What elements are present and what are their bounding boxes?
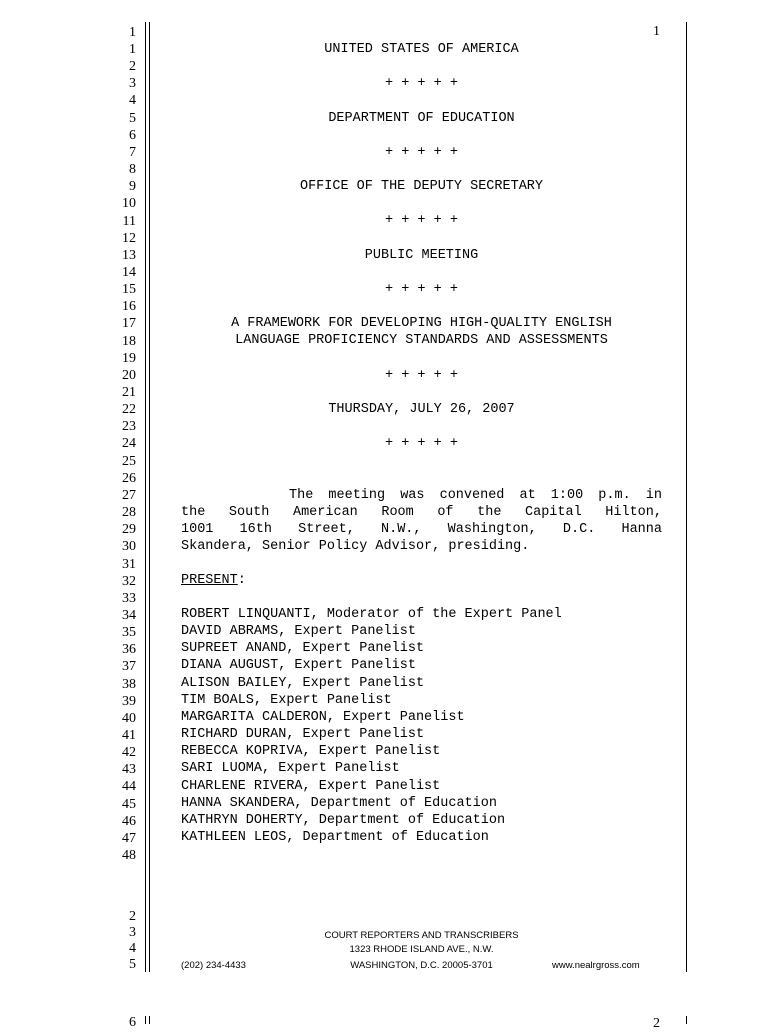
attendee-line: DAVID ABRAMS, Expert Panelist: [181, 624, 416, 640]
line-number: 34: [122, 607, 136, 623]
attendee-line: RICHARD DURAN, Expert Panelist: [181, 727, 425, 743]
line-number: 29: [122, 522, 136, 538]
present-label: [181, 572, 662, 589]
line-number: 30: [122, 539, 136, 555]
next-page-line-number: 6: [129, 1015, 136, 1030]
line-number: 12: [122, 230, 136, 246]
line-number: 14: [122, 264, 136, 280]
attendee-line: TIM BOALS, Expert Panelist: [181, 692, 392, 708]
footer-line-number: 2: [129, 909, 136, 924]
separator: + + + + +: [385, 436, 458, 451]
next-page-left-rule-outer: [145, 1016, 146, 1024]
line-number: 32: [122, 573, 136, 589]
line-number: 7: [129, 144, 136, 160]
line-number: 35: [122, 625, 136, 641]
line-number: 40: [122, 710, 136, 726]
line-number: 27: [122, 487, 136, 503]
attendee-line: REBECCA KOPRIVA, Expert Panelist: [181, 744, 441, 760]
line-number: 43: [122, 762, 136, 778]
line-number: 1: [129, 25, 136, 40]
attendee-line: ROBERT LINQUANTI, Moderator of the Expert Panel: [181, 607, 562, 622]
line-number: 25: [122, 453, 136, 469]
intro-line-3: 1001 16th Street, N.W., Washington, D.C. Hanna: [181, 522, 662, 537]
line-number: 18: [122, 333, 136, 349]
separator: + + + + +: [385, 145, 458, 160]
footer-city: WASHINGTON, D.C. 20005-3701: [350, 960, 493, 971]
separator: + + + + +: [385, 368, 458, 383]
footer-website[interactable]: www.nealrgross.com: [552, 960, 640, 971]
next-page-left-rule-inner: [149, 1016, 150, 1024]
footer-company: COURT REPORTERS AND TRANSCRIBERS: [324, 930, 519, 941]
line-number: 28: [122, 505, 136, 521]
line-number: 20: [122, 367, 136, 383]
line-number: 9: [129, 179, 136, 195]
attendee-line: KATHLEEN LEOS, Department of Education: [181, 829, 489, 845]
line-number: 19: [122, 350, 136, 366]
attendee-line: ALISON BAILEY, Expert Panelist: [181, 675, 425, 691]
line-number: 22: [122, 402, 136, 418]
line-number: 36: [122, 642, 136, 658]
right-margin-rule: [686, 22, 687, 972]
line-number: 47: [122, 830, 136, 846]
line-number: 3: [129, 76, 136, 92]
next-page-number: 2: [653, 1016, 660, 1031]
line-number: 23: [122, 419, 136, 435]
framework-line-1: A FRAMEWORK FOR DEVELOPING HIGH-QUALITY ENGLISH: [231, 316, 612, 331]
line-number: 26: [122, 470, 136, 486]
line-number: 16: [122, 299, 136, 315]
attendee-line: SARI LUOMA, Expert Panelist: [181, 761, 400, 777]
line-number: 13: [122, 247, 136, 263]
office-line: OFFICE OF THE DEPUTY SECRETARY: [299, 179, 544, 194]
line-number: 46: [122, 813, 136, 829]
page-number: 1: [653, 24, 660, 39]
attendee-line: HANNA SKANDERA, Department of Education: [181, 795, 497, 811]
left-margin-rule-inner: [149, 22, 150, 972]
event-line: PUBLIC MEETING: [364, 248, 479, 263]
line-number: 31: [122, 556, 136, 572]
attendee-line: KATHRYN DOHERTY, Department of Education: [181, 812, 506, 828]
department-line: DEPARTMENT OF EDUCATION: [328, 111, 515, 126]
line-number: 8: [129, 162, 136, 178]
present-colon: :: [237, 573, 246, 588]
line-number: 24: [122, 436, 136, 452]
separator: + + + + +: [385, 282, 458, 297]
line-number: 17: [122, 316, 136, 332]
intro-line-4: Skandera, Senior Policy Advisor, presiding.: [181, 539, 530, 554]
framework-line-2: LANGUAGE PROFICIENCY STANDARDS AND ASSESSMENTS: [235, 333, 608, 348]
next-page-right-rule: [686, 1016, 687, 1024]
footer-line-number: 4: [129, 941, 136, 956]
line-number: 11: [122, 213, 136, 229]
separator: + + + + +: [385, 76, 458, 91]
line-number: 42: [122, 745, 136, 761]
footer-line-number: 3: [129, 925, 136, 940]
line-number: 39: [122, 693, 136, 709]
line-number: 41: [122, 728, 136, 743]
line-number: 44: [122, 779, 136, 795]
attendee-line: CHARLENE RIVERA, Expert Panelist: [181, 778, 441, 794]
line-number: 4: [129, 93, 136, 109]
line-number: 2: [129, 59, 136, 75]
attendee-line: SUPREET ANAND, Expert Panelist: [181, 641, 425, 657]
date-line: THURSDAY, JULY 26, 2007: [328, 402, 515, 417]
footer-phone: (202) 234-4433: [181, 960, 246, 971]
line-number: 6: [129, 127, 136, 143]
separator: + + + + +: [385, 213, 458, 228]
line-number: 48: [122, 848, 136, 864]
line-number: 45: [122, 796, 136, 812]
intro-line-2: the South American Room of the Capital Hilton,: [181, 505, 662, 520]
footer-line-number: 5: [129, 957, 136, 972]
line-number: 21: [122, 385, 136, 400]
line-number: 1: [129, 42, 136, 57]
footer-address: 1323 RHODE ISLAND AVE., N.W.: [349, 944, 494, 955]
line-number: 15: [122, 282, 136, 298]
intro-line-1: The meeting was convened at 1:00 p.m. in: [289, 488, 662, 503]
title-line: UNITED STATES OF AMERICA: [324, 42, 519, 57]
line-number: 33: [122, 590, 136, 606]
line-number: 10: [122, 196, 136, 212]
left-margin-rule-outer: [145, 22, 146, 972]
attendee-line: DIANA AUGUST, Expert Panelist: [181, 658, 416, 674]
present-word: PRESENT: [181, 573, 238, 588]
line-number: 5: [129, 110, 136, 126]
line-number: 38: [122, 676, 136, 692]
line-number: 37: [122, 659, 136, 675]
attendee-line: MARGARITA CALDERON, Expert Panelist: [181, 709, 465, 725]
